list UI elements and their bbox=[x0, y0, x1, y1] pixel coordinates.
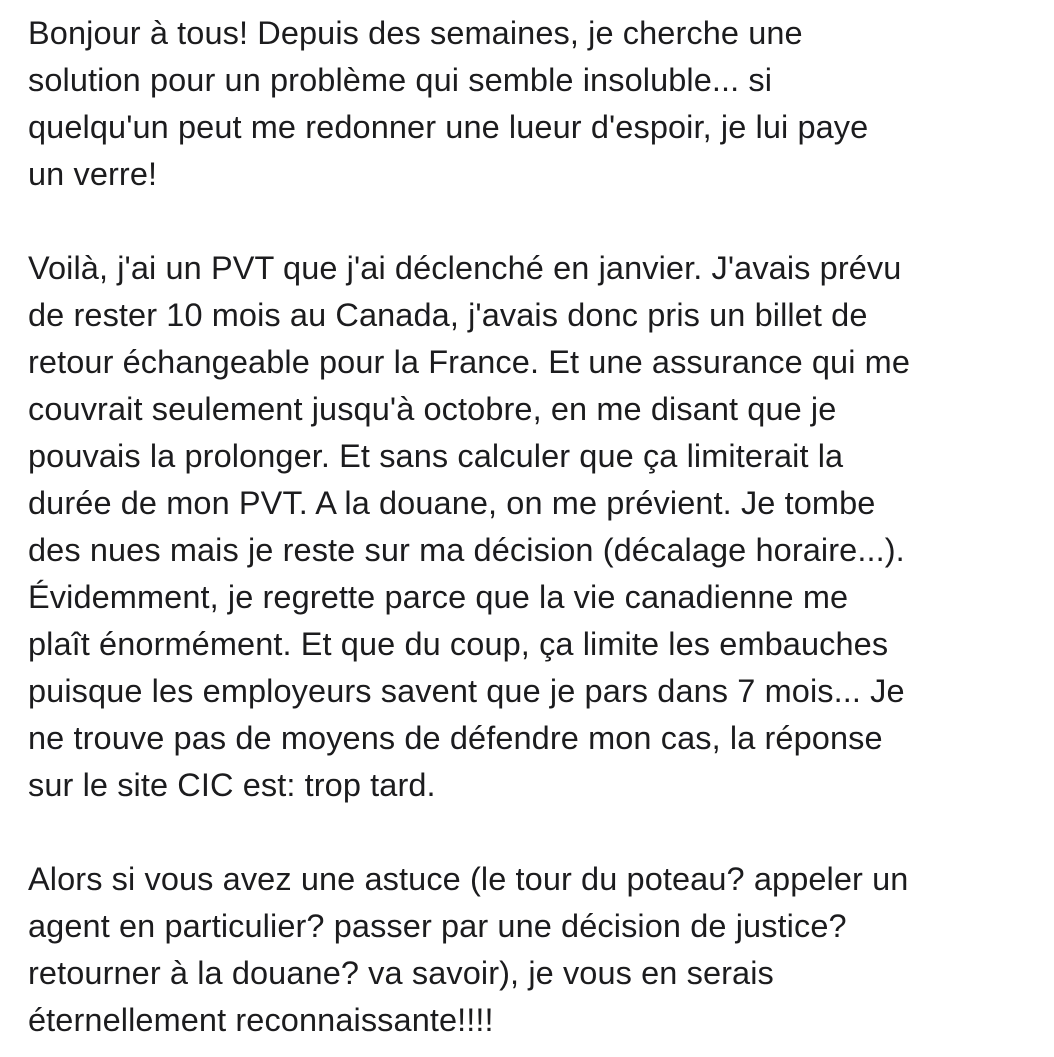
text-line: Voilà, j'ai un PVT que j'ai déclenché en janvier. J'avais prévu bbox=[28, 250, 902, 286]
paragraph-gap bbox=[28, 198, 1038, 245]
paragraph-story bbox=[28, 245, 1038, 809]
text-line: plaît énormément. Et que du coup, ça limite les embauches bbox=[28, 626, 889, 662]
text-line: retour échangeable pour la France. Et une assurance qui me bbox=[28, 344, 911, 380]
text-line: retourner à la douane? va savoir), je vous en serais bbox=[28, 955, 774, 991]
paragraph-gap bbox=[28, 809, 1038, 856]
text-line: agent en particulier? passer par une décision de justice? bbox=[28, 908, 847, 944]
text-line: de rester 10 mois au Canada, j'avais donc pris un billet de bbox=[28, 297, 868, 333]
text-line: solution pour un problème qui semble insoluble... si bbox=[28, 62, 773, 98]
text-line: des nues mais je reste sur ma décision (décalage horaire...). bbox=[28, 532, 905, 568]
text-line: quelqu'un peut me redonner une lueur d'espoir, je lui paye bbox=[28, 109, 869, 145]
paragraph-request bbox=[28, 856, 1038, 1044]
text-line: puisque les employeurs savent que je pars dans 7 mois... Je bbox=[28, 673, 905, 709]
text-line: couvrait seulement jusqu'à octobre, en me disant que je bbox=[28, 391, 837, 427]
text-line: ne trouve pas de moyens de défendre mon cas, la réponse bbox=[28, 720, 883, 756]
text-line: pouvais la prolonger. Et sans calculer que ça limiterait la bbox=[28, 438, 844, 474]
text-line: Évidemment, je regrette parce que la vie canadienne me bbox=[28, 579, 849, 615]
text-line: Bonjour à tous! Depuis des semaines, je cherche une bbox=[28, 15, 803, 51]
post-body bbox=[28, 10, 1038, 1044]
paragraph-intro bbox=[28, 10, 1038, 198]
text-line: sur le site CIC est: trop tard. bbox=[28, 767, 436, 803]
text-line: éternellement reconnaissante!!!! bbox=[28, 1002, 494, 1038]
text-line: un verre! bbox=[28, 156, 158, 192]
text-line: durée de mon PVT. A la douane, on me prévient. Je tombe bbox=[28, 485, 876, 521]
text-line: Alors si vous avez une astuce (le tour du poteau? appeler un bbox=[28, 861, 909, 897]
